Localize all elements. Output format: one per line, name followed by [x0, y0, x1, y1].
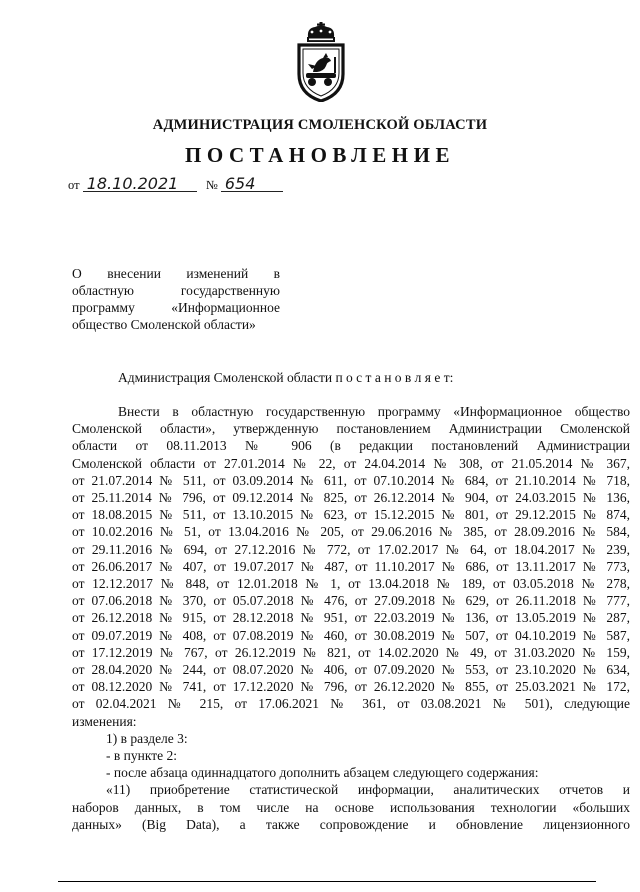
document-body [72, 403, 630, 833]
body-line: изменения: [72, 713, 137, 729]
preamble: Администрация Смоленской области п о с т а н о в л я е т: [118, 370, 454, 385]
body-line: от 02.04.2021 № 215, от 17.06.2021 № 361, от 03.08.2021 № 501), следующие [72, 696, 630, 712]
body-line: от 09.07.2019 № 408, от 07.08.2019 № 460, от 30.08.2019 № 507, от 04.10.2019 № 587, [72, 627, 630, 643]
body-line: данных» (Big Data), а также сопровождение и обновление лицензионного [72, 816, 630, 832]
body-line: от 08.12.2020 № 741, от 17.12.2020 № 796, от 26.12.2020 № 855, от 25.03.2021 № 172, [72, 679, 630, 695]
body-line: Смоленской области от 27.01.2014 № 22, от 24.04.2014 № 308, от 21.05.2014 № 367, [72, 455, 630, 471]
body-line: от 21.07.2014 № 511, от 03.09.2014 № 611, от 07.10.2014 № 684, от 21.10.2014 № 718, [72, 472, 630, 488]
subject-line: программу «Информационное [72, 300, 280, 315]
subject-line: областную государственную [72, 283, 280, 298]
body-line: от 26.06.2017 № 407, от 19.07.2017 № 487, от 11.10.2017 № 686, от 13.11.2017 № 773, [72, 558, 630, 574]
body-line: - в пункте 2: [106, 748, 177, 764]
body-line: области от 08.11.2013 № 906 (в редакции постановлений Администрации [72, 438, 630, 454]
page-bottom-rule [58, 881, 596, 882]
date-handwritten: 18.10.2021 [83, 176, 197, 192]
body-line: от 07.06.2018 № 370, от 05.07.2018 № 476, от 27.09.2018 № 629, от 26.11.2018 № 777, [72, 593, 630, 609]
body-line: Смоленской области», утвержденную постановлением Администрации Смоленской [72, 421, 630, 437]
body-line: от 25.11.2014 № 796, от 09.12.2014 № 825, от 26.12.2014 № 904, от 24.03.2015 № 136, [72, 490, 630, 506]
subject-line: общество Смоленской области» [72, 317, 256, 332]
body-line: - после абзаца одиннадцатого дополнить абзацем следующего содержания: [106, 765, 539, 781]
subject-line: О внесении изменений в [72, 266, 280, 281]
number-handwritten: 654 [221, 176, 283, 192]
body-line: от 29.11.2016 № 694, от 27.12.2016 № 772, от 17.02.2017 № 64, от 18.04.2017 № 239, [72, 541, 630, 557]
document-type-title: ПОСТАНОВЛЕНИЕ [185, 143, 455, 167]
date-prefix: от [68, 178, 80, 192]
body-line: наборов данных, в том числе на основе использования технологии «больших [72, 799, 630, 815]
organization-title: АДМИНИСТРАЦИЯ СМОЛЕНСКОЙ ОБЛАСТИ [152, 117, 488, 133]
body-line: от 26.12.2018 № 915, от 28.12.2018 № 951, от 22.03.2019 № 136, от 13.05.2019 № 287, [72, 610, 630, 626]
body-line: Внести в областную государственную программу «Информационное общество [118, 404, 630, 419]
body-line: от 28.04.2020 № 244, от 08.07.2020 № 406, от 07.09.2020 № 553, от 23.10.2020 № 634, [72, 662, 630, 678]
body-line: от 18.08.2015 № 511, от 13.10.2015 № 623, от 15.12.2015 № 801, от 29.12.2015 № 874, [72, 507, 630, 523]
body-line: от 12.12.2017 № 848, от 12.01.2018 № 1, от 13.04.2018 № 189, от 03.05.2018 № 278, [72, 576, 630, 592]
number-prefix: № [205, 178, 218, 192]
document-subject [72, 265, 280, 333]
document-date-number [68, 176, 283, 193]
body-line: «11) приобретение статистической информации, аналитических отчетов и [106, 782, 630, 798]
body-line: от 10.02.2016 № 51, от 13.04.2016 № 205, от 29.06.2016 № 385, от 28.09.2016 № 584, [72, 524, 630, 540]
smolensk-coat-of-arms-icon [293, 22, 349, 102]
body-line: от 17.12.2019 № 767, от 26.12.2019 № 821, от 14.02.2020 № 49, от 31.03.2020 № 159, [72, 644, 630, 660]
body-line: 1) в разделе 3: [106, 730, 188, 746]
